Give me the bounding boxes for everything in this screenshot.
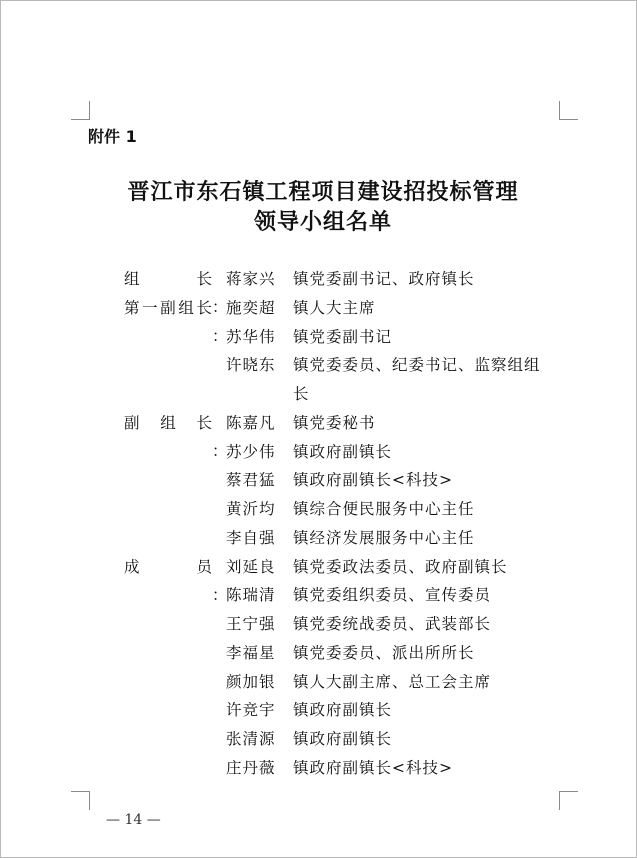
roster-duty: 镇人大主席 <box>293 298 376 317</box>
roster-row <box>0 754 637 782</box>
roster-name: 苏华伟 <box>226 327 276 346</box>
crop-mark-bottom-left <box>71 791 90 810</box>
roster-duty: 长 <box>293 385 310 403</box>
roster-row <box>0 323 637 351</box>
roster-row <box>0 466 637 494</box>
crop-mark-top-left <box>71 101 90 120</box>
roster-name: 张清源 <box>226 730 276 748</box>
roster-duty: 镇人大副主席、总工会主席 <box>293 672 492 691</box>
roster-name: 施奕超 <box>226 298 276 317</box>
roster-row <box>0 581 637 609</box>
roster-duty: 镇政府副镇长<科技> <box>293 758 453 777</box>
roster-role-colon: ： <box>212 585 228 604</box>
roster-duty: 镇党委组织委员、宣传委员 <box>293 586 492 605</box>
roster-duty: 镇党委委员、纪委书记、监察组组 <box>293 356 541 375</box>
roster-name: 庄丹薇 <box>226 758 276 777</box>
page-number: — 14 — <box>106 812 161 828</box>
roster-role <box>124 409 228 460</box>
roster-name: 刘延良 <box>226 557 276 576</box>
roster-role-char: 成 <box>124 557 140 576</box>
roster-duty: 镇党委统战委员、武装部长 <box>293 615 492 633</box>
roster-role-colon: ： <box>212 441 228 460</box>
roster-name: 李福星 <box>226 643 276 662</box>
roster-role-char: 组 <box>124 270 140 288</box>
roster-name: 苏少伟 <box>226 442 276 461</box>
roster-role <box>124 294 228 345</box>
roster-row <box>0 668 637 696</box>
roster-name: 许晓东 <box>226 356 276 375</box>
roster-name: 陈嘉凡 <box>226 413 276 432</box>
roster-duty: 镇综合便民服务中心主任 <box>293 500 475 518</box>
roster-duty: 镇党委副书记、政府镇长 <box>293 270 475 288</box>
roster-name: 王宁强 <box>226 615 276 633</box>
crop-mark-top-right <box>559 101 578 120</box>
roster-duty: 镇党委秘书 <box>293 413 376 432</box>
roster-duty: 镇政府副镇长 <box>293 442 393 461</box>
document-title-line-2: 领导小组名单 <box>253 210 392 235</box>
roster-name: 许竞宇 <box>226 701 276 720</box>
roster-role-char: 长 <box>196 270 212 288</box>
roster-name: 蔡君猛 <box>226 471 276 490</box>
roster-name: 蒋家兴 <box>226 270 276 288</box>
roster-row <box>0 351 637 379</box>
roster-duty: 镇政府副镇长<科技> <box>293 471 453 490</box>
roster-role-char: 组 <box>178 298 194 317</box>
roster-name: 颜加银 <box>226 672 276 691</box>
roster-role-char: 长 <box>196 298 212 317</box>
roster-role <box>124 553 228 604</box>
roster-role-char: 长 <box>196 413 212 432</box>
roster-row <box>0 610 637 638</box>
roster-name: 陈瑞清 <box>226 586 276 605</box>
roster-row <box>0 725 637 753</box>
crop-mark-bottom-right <box>559 791 578 810</box>
roster-duty: 镇党委副书记 <box>293 327 393 346</box>
roster-role-colon: ： <box>212 326 228 345</box>
roster-duty: 镇党委政法委员、政府副镇长 <box>293 557 508 576</box>
roster-row <box>0 495 637 523</box>
roster-duty: 镇经济发展服务中心主任 <box>293 528 475 547</box>
roster-role-char: 组 <box>160 413 176 432</box>
roster-role-colon: ： <box>212 298 228 316</box>
roster-name: 黄沂均 <box>226 500 276 518</box>
roster-role-char: 员 <box>196 557 212 576</box>
roster-row <box>0 438 637 466</box>
roster-row <box>0 639 637 667</box>
roster-role-char: 副 <box>124 413 140 432</box>
roster-duty: 镇党委委员、派出所所长 <box>293 643 475 662</box>
roster-row <box>0 696 637 724</box>
roster-role <box>124 265 228 316</box>
roster-role-char: 第 <box>124 298 140 317</box>
roster-duty: 镇政府副镇长 <box>293 730 393 748</box>
attachment-label: 附件 1 <box>88 127 137 146</box>
document-title-line-1: 晋江市东石镇工程项目建设招投标管理 <box>127 180 519 205</box>
roster-role-char: 一 <box>142 298 158 317</box>
roster-duty: 镇政府副镇长 <box>293 701 393 720</box>
roster-role-char: 副 <box>160 298 176 317</box>
roster-row <box>0 524 637 552</box>
roster-row <box>0 380 637 408</box>
roster-name: 李自强 <box>226 528 276 547</box>
